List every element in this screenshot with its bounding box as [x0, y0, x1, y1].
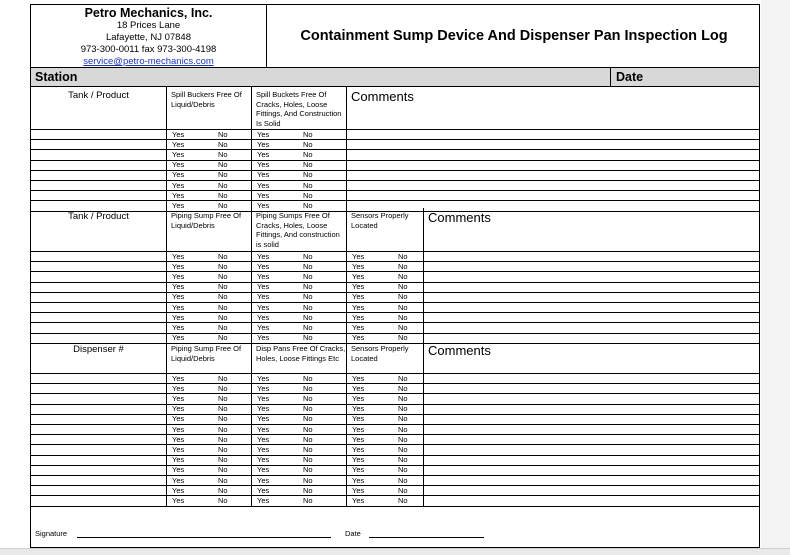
no-option[interactable]: No	[303, 190, 313, 200]
no-option[interactable]: No	[218, 271, 228, 281]
no-option[interactable]: No	[303, 322, 313, 332]
row-divider	[31, 160, 759, 161]
no-option[interactable]: No	[398, 373, 408, 383]
yes-option[interactable]: Yes	[257, 383, 270, 393]
no-option[interactable]: No	[398, 434, 408, 444]
yes-option[interactable]: Yes	[172, 271, 185, 281]
yes-option[interactable]: Yes	[257, 404, 270, 414]
yes-option[interactable]: Yes	[172, 414, 185, 424]
row-divider	[31, 414, 759, 415]
yes-option[interactable]: Yes	[352, 485, 365, 495]
yes-option[interactable]: Yes	[172, 292, 185, 302]
yes-option[interactable]: Yes	[172, 180, 185, 190]
yes-option[interactable]: Yes	[257, 322, 270, 332]
no-option[interactable]: No	[218, 190, 228, 200]
no-option[interactable]: No	[303, 139, 313, 149]
yes-option[interactable]: Yes	[172, 393, 185, 403]
no-option[interactable]: No	[303, 495, 313, 505]
row-divider	[31, 302, 759, 303]
yes-option[interactable]: Yes	[352, 495, 365, 505]
yes-option[interactable]: Yes	[257, 414, 270, 424]
yes-option[interactable]: Yes	[257, 393, 270, 403]
inspection-section-3	[31, 341, 759, 507]
yes-option[interactable]: Yes	[352, 271, 365, 281]
row-divider	[31, 261, 759, 262]
yes-option[interactable]: Yes	[172, 302, 185, 312]
section-label: Tank / Product	[68, 211, 129, 222]
row-divider	[31, 129, 759, 130]
no-option[interactable]: No	[218, 373, 228, 383]
no-option[interactable]: No	[398, 444, 408, 454]
no-option[interactable]: No	[218, 180, 228, 190]
yes-option[interactable]: Yes	[257, 434, 270, 444]
no-option[interactable]: No	[303, 485, 313, 495]
no-option[interactable]: No	[303, 129, 313, 139]
no-option[interactable]: No	[218, 200, 228, 210]
column-header-col2: Disp Pans Free Of Cracks, Holes, Loose Fittings Etc	[256, 344, 346, 363]
section-label: Dispenser #	[73, 344, 124, 355]
yes-option[interactable]: Yes	[172, 373, 185, 383]
no-option[interactable]: No	[303, 180, 313, 190]
no-option[interactable]: No	[303, 333, 313, 343]
footer-date-label: Date	[345, 529, 361, 538]
yes-option[interactable]: Yes	[257, 292, 270, 302]
yes-option[interactable]: Yes	[352, 312, 365, 322]
yes-option[interactable]: Yes	[172, 444, 185, 454]
row-divider	[31, 485, 759, 486]
no-option[interactable]: No	[218, 434, 228, 444]
date-header-label: Date	[610, 68, 643, 86]
no-option[interactable]: No	[398, 312, 408, 322]
no-option[interactable]: No	[303, 434, 313, 444]
no-option[interactable]: No	[303, 475, 313, 485]
no-option[interactable]: No	[398, 383, 408, 393]
no-option[interactable]: No	[398, 475, 408, 485]
row-divider	[31, 434, 759, 435]
no-option[interactable]: No	[398, 455, 408, 465]
no-option[interactable]: No	[303, 444, 313, 454]
yes-option[interactable]: Yes	[257, 200, 270, 210]
row-divider	[31, 424, 759, 425]
station-date-bar	[31, 67, 759, 87]
inspection-section-2	[31, 208, 759, 344]
yes-option[interactable]: Yes	[172, 312, 185, 322]
yes-option[interactable]: Yes	[257, 333, 270, 343]
row-divider	[31, 393, 759, 394]
no-option[interactable]: No	[218, 292, 228, 302]
no-option[interactable]: No	[398, 282, 408, 292]
no-option[interactable]: No	[398, 292, 408, 302]
column-header-col2: Spill Buckets Free Of Cracks, Holes, Loose Fittings, And Construction Is Solid	[256, 90, 342, 128]
no-option[interactable]: No	[218, 160, 228, 170]
no-option[interactable]: No	[218, 129, 228, 139]
yes-option[interactable]: Yes	[352, 333, 365, 343]
yes-option[interactable]: Yes	[172, 129, 185, 139]
document-title: Containment Sump Device And Dispenser Pan Inspection Log	[300, 28, 728, 44]
no-option[interactable]: No	[398, 465, 408, 475]
yes-option[interactable]: Yes	[172, 149, 185, 159]
yes-option[interactable]: Yes	[172, 251, 185, 261]
yes-option[interactable]: Yes	[352, 292, 365, 302]
row-divider	[31, 292, 759, 293]
yes-option[interactable]: Yes	[257, 261, 270, 271]
no-option[interactable]: No	[218, 322, 228, 332]
no-option[interactable]: No	[398, 333, 408, 343]
row-divider	[31, 444, 759, 445]
no-option[interactable]: No	[218, 465, 228, 475]
no-option[interactable]: No	[303, 455, 313, 465]
yes-option[interactable]: Yes	[352, 261, 365, 271]
yes-option[interactable]: Yes	[172, 322, 185, 332]
no-option[interactable]: No	[218, 302, 228, 312]
row-divider	[31, 282, 759, 283]
no-option[interactable]: No	[303, 251, 313, 261]
no-option[interactable]: No	[398, 322, 408, 332]
yes-option[interactable]: Yes	[172, 139, 185, 149]
no-option[interactable]: No	[398, 424, 408, 434]
no-option[interactable]: No	[218, 424, 228, 434]
no-option[interactable]: No	[218, 414, 228, 424]
no-option[interactable]: No	[218, 383, 228, 393]
row-divider	[31, 312, 759, 313]
no-option[interactable]: No	[218, 393, 228, 403]
inspection-section-1	[31, 87, 759, 212]
station-label: Station	[35, 70, 78, 84]
company-address-line2: Lafayette, NJ 07848	[105, 32, 192, 43]
yes-option[interactable]: Yes	[257, 271, 270, 281]
no-option[interactable]: No	[303, 200, 313, 210]
no-option[interactable]: No	[303, 465, 313, 475]
no-option[interactable]: No	[398, 302, 408, 312]
no-option[interactable]: No	[303, 160, 313, 170]
yes-option[interactable]: Yes	[172, 190, 185, 200]
yes-option[interactable]: Yes	[172, 383, 185, 393]
column-header-col2: Piping Sumps Free Of Cracks, Holes, Loose Fittings, And construction is solid	[256, 211, 340, 249]
no-option[interactable]: No	[218, 251, 228, 261]
yes-option[interactable]: Yes	[257, 170, 270, 180]
column-header-col3: Sensors Properly Located	[351, 344, 409, 363]
row-divider	[31, 149, 759, 150]
no-option[interactable]: No	[303, 271, 313, 281]
no-option[interactable]: No	[218, 495, 228, 505]
no-option[interactable]: No	[218, 261, 228, 271]
section-label: Tank / Product	[68, 90, 129, 101]
yes-option[interactable]: Yes	[352, 404, 365, 414]
signature-line[interactable]	[77, 537, 331, 538]
row-divider	[31, 475, 759, 476]
window-gutter	[761, 0, 790, 554]
company-phone: 973-300-0011 fax 973-300-4198	[80, 44, 217, 55]
row-divider	[31, 383, 759, 384]
yes-option[interactable]: Yes	[257, 139, 270, 149]
no-option[interactable]: No	[303, 373, 313, 383]
no-option[interactable]: No	[303, 292, 313, 302]
yes-option[interactable]: Yes	[257, 485, 270, 495]
no-option[interactable]: No	[218, 333, 228, 343]
row-divider	[31, 271, 759, 272]
no-option[interactable]: No	[218, 485, 228, 495]
footer-date-line[interactable]	[369, 537, 484, 538]
no-option[interactable]: No	[303, 393, 313, 403]
no-option[interactable]: No	[398, 393, 408, 403]
row-divider	[31, 180, 759, 181]
row-divider	[31, 455, 759, 456]
no-option[interactable]: No	[218, 282, 228, 292]
yes-option[interactable]: Yes	[257, 302, 270, 312]
yes-option[interactable]: Yes	[352, 282, 365, 292]
no-option[interactable]: No	[218, 170, 228, 180]
yes-option[interactable]: Yes	[172, 424, 185, 434]
no-option[interactable]: No	[398, 414, 408, 424]
no-option[interactable]: No	[303, 261, 313, 271]
yes-option[interactable]: Yes	[257, 455, 270, 465]
no-option[interactable]: No	[398, 261, 408, 271]
yes-option[interactable]: Yes	[352, 455, 365, 465]
comments-header: Comments	[428, 343, 491, 358]
yes-option[interactable]: Yes	[257, 465, 270, 475]
no-option[interactable]: No	[303, 404, 313, 414]
yes-option[interactable]: Yes	[352, 373, 365, 383]
column-header-col1: Spill Buckers Free Of Liquid/Debris	[171, 90, 242, 109]
company-block	[31, 5, 267, 67]
yes-option[interactable]: Yes	[172, 495, 185, 505]
yes-option[interactable]: Yes	[172, 485, 185, 495]
row-divider	[31, 322, 759, 323]
no-option[interactable]: No	[398, 495, 408, 505]
yes-option[interactable]: Yes	[172, 200, 185, 210]
yes-option[interactable]: Yes	[352, 465, 365, 475]
column-header-col1: Piping Sump Free Of Liquid/Debris	[171, 344, 242, 363]
yes-option[interactable]: Yes	[352, 322, 365, 332]
no-option[interactable]: No	[398, 404, 408, 414]
no-option[interactable]: No	[398, 271, 408, 281]
company-address-line1: 18 Prices Lane	[116, 20, 181, 31]
no-option[interactable]: No	[218, 404, 228, 414]
row-divider	[31, 251, 759, 252]
no-option[interactable]: No	[398, 485, 408, 495]
yes-option[interactable]: Yes	[257, 444, 270, 454]
yes-option[interactable]: Yes	[257, 149, 270, 159]
no-option[interactable]: No	[218, 312, 228, 322]
yes-option[interactable]: Yes	[172, 333, 185, 343]
yes-option[interactable]: Yes	[257, 251, 270, 261]
row-divider	[31, 200, 759, 201]
yes-option[interactable]: Yes	[352, 414, 365, 424]
yes-option[interactable]: Yes	[352, 475, 365, 485]
no-option[interactable]: No	[303, 170, 313, 180]
yes-option[interactable]: Yes	[257, 282, 270, 292]
yes-option[interactable]: Yes	[257, 424, 270, 434]
yes-option[interactable]: Yes	[172, 434, 185, 444]
row-divider	[31, 404, 759, 405]
no-option[interactable]: No	[218, 139, 228, 149]
yes-option[interactable]: Yes	[172, 261, 185, 271]
yes-option[interactable]: Yes	[172, 455, 185, 465]
yes-option[interactable]: Yes	[257, 129, 270, 139]
comments-header: Comments	[428, 210, 491, 225]
company-email-link[interactable]: service@petro-mechanics.com	[83, 56, 214, 67]
yes-option[interactable]: Yes	[172, 160, 185, 170]
no-option[interactable]: No	[398, 251, 408, 261]
no-option[interactable]: No	[303, 383, 313, 393]
yes-option[interactable]: Yes	[352, 383, 365, 393]
row-divider	[31, 495, 759, 496]
no-option[interactable]: No	[218, 444, 228, 454]
no-option[interactable]: No	[303, 282, 313, 292]
no-option[interactable]: No	[218, 149, 228, 159]
yes-option[interactable]: Yes	[352, 302, 365, 312]
no-option[interactable]: No	[303, 414, 313, 424]
column-header-col1: Piping Sump Free Of Liquid/Debris	[171, 211, 242, 230]
yes-option[interactable]: Yes	[257, 475, 270, 485]
yes-option[interactable]: Yes	[352, 424, 365, 434]
comments-header: Comments	[351, 89, 414, 104]
row-divider	[31, 465, 759, 466]
yes-option[interactable]: Yes	[352, 393, 365, 403]
no-option[interactable]: No	[303, 312, 313, 322]
yes-option[interactable]: Yes	[352, 251, 365, 261]
row-divider	[31, 170, 759, 171]
yes-option[interactable]: Yes	[172, 170, 185, 180]
yes-option[interactable]: Yes	[257, 312, 270, 322]
yes-option[interactable]: Yes	[257, 495, 270, 505]
row-divider	[31, 139, 759, 140]
no-option[interactable]: No	[303, 302, 313, 312]
yes-option[interactable]: Yes	[257, 190, 270, 200]
signature-label: Signature	[35, 529, 68, 538]
no-option[interactable]: No	[303, 424, 313, 434]
row-divider	[31, 373, 759, 374]
yes-option[interactable]: Yes	[172, 404, 185, 414]
yes-option[interactable]: Yes	[257, 373, 270, 383]
yes-option[interactable]: Yes	[257, 180, 270, 190]
yes-option[interactable]: Yes	[172, 282, 185, 292]
yes-option[interactable]: Yes	[172, 475, 185, 485]
no-option[interactable]: No	[218, 455, 228, 465]
no-option[interactable]: No	[303, 149, 313, 159]
row-divider	[31, 190, 759, 191]
yes-option[interactable]: Yes	[352, 444, 365, 454]
inspection-log-page	[30, 4, 760, 548]
yes-option[interactable]: Yes	[172, 465, 185, 475]
column-header-col3: Sensors Properly Located	[351, 211, 409, 230]
yes-option[interactable]: Yes	[257, 160, 270, 170]
yes-option[interactable]: Yes	[352, 434, 365, 444]
no-option[interactable]: No	[218, 475, 228, 485]
company-name: Petro Mechanics, Inc.	[84, 6, 213, 20]
row-divider	[31, 333, 759, 334]
